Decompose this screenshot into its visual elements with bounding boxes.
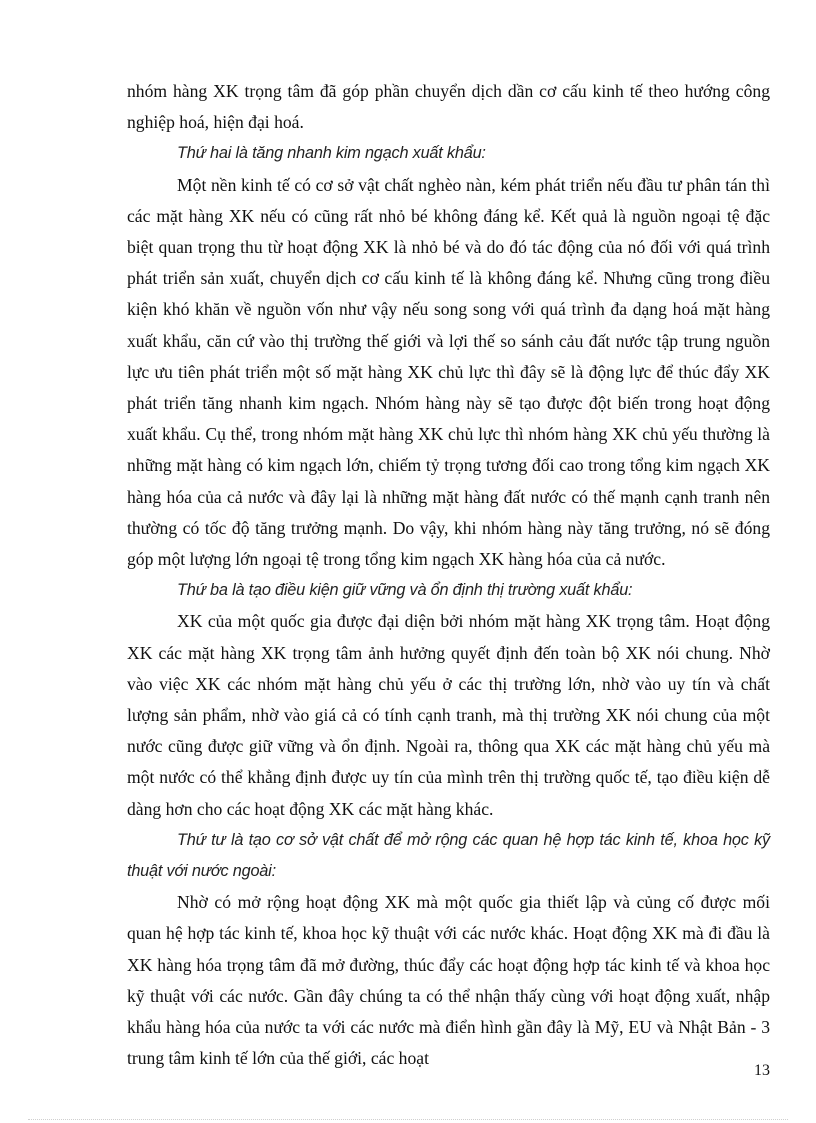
section-heading-third: Thứ ba là tạo điều kiện giữ vững và ổn định thị trường xuất khẩu: — [177, 581, 633, 600]
page-bottom-divider — [28, 1119, 788, 1120]
paragraph-continuation: nhóm hàng XK trọng tâm đã góp phần chuyển dịch dần cơ cấu kinh tế theo hướng công nghiệp hoá, hiện đại hoá. — [127, 81, 770, 133]
paragraph-market-stability: XK của một quốc gia được đại diện bởi nhóm mặt hàng XK trọng tâm. Hoạt động XK các mặt hàng XK trọng tâm ảnh hưởng quyết định đến toàn bộ XK nói chung. Nhờ vào việc XK các nhóm mặt hàng chủ yếu ở các thị trường lớn, nhờ vào uy tín và chất lượng sản phẩm, nhờ vào giá cả có tính cạnh tranh, mà thị trường XK nói chung của một nước cũng được giữ vững và ổn định. Ngoài ra, thông qua XK các mặt hàng chủ yếu mà một nước có thể khẳng định được uy tín của mình trên thị trường quốc tế, tạo điều kiện dễ dàng hơn cho các hoạt động XK các mặt hàng khác. — [127, 611, 770, 819]
section-heading-fourth: Thứ tư là tạo cơ sở vật chất để mở rộng các quan hệ hợp tác kinh tế, khoa học kỹ thuật với nước ngoài: — [127, 830, 770, 881]
page-number: 13 — [754, 1062, 770, 1079]
section-heading-second: Thứ hai là tăng nhanh kim ngạch xuất khẩu: — [177, 144, 486, 163]
paragraph-export-growth: Một nền kinh tế có cơ sở vật chất nghèo nàn, kém phát triển nếu đầu tư phân tán thì các mặt hàng XK nếu có cũng rất nhỏ bé không đáng kể. Kết quả là nguồn ngoại tệ đặc biệt quan trọng thu từ hoạt động XK là nhỏ bé và do đó tác động của nó đối với quá trình phát triển sản xuất, chuyển dịch cơ cấu kinh tế là không đáng kể. Nhưng cũng trong điều kiện khó khăn về nguồn vốn như vậy nếu song song với quá trình đa dạng hoá mặt hàng xuất khẩu, căn cứ vào thị trường thế giới và lợi thế so sánh cảu đất nước tập trung nguồn lực ưu tiên phát triển một số mặt hàng XK chủ lực thì đây sẽ là động lực để thúc đẩy XK phát triển tăng nhanh kim ngạch. Nhóm hàng này sẽ tạo được đột biến trong hoạt động xuất khẩu. Cụ thể, trong nhóm mặt hàng XK chủ lực thì nhóm hàng XK chủ yếu thường là những mặt hàng có kim ngạch lớn, chiếm tỷ trọng tương đối cao trong tổng kim ngạch XK hàng hóa của cả nước và đây lại là những mặt hàng đất nước có thế mạnh cạnh tranh nên thường có tốc độ tăng trưởng mạnh. Do vậy, khi nhóm hàng này tăng trưởng, nó sẽ đóng góp một lượng lớn ngoại tệ trong tổng kim ngạch XK hàng hóa của cả nước. — [127, 174, 770, 570]
paragraph-cooperation: Nhờ có mở rộng hoạt động XK mà một quốc gia thiết lập và củng cố được mối quan hệ hợp tác kinh tế, khoa học kỹ thuật với các nước khác. Hoạt động XK mà đi đầu là XK hàng hóa trọng tâm đã mở đường, thúc đẩy các hoạt động hợp tác kinh tế và khoa học kỹ thuật với các nước. Gần đây chúng ta có thể nhận thấy cùng với hoạt động xuất, nhập khẩu hàng hóa của nước ta với các nước mà điển hình gần đây là Mỹ, EU và Nhật Bản - 3 trung tâm kinh tế lớn của thế giới, các hoạt — [127, 892, 770, 1069]
document-body — [127, 76, 770, 1075]
